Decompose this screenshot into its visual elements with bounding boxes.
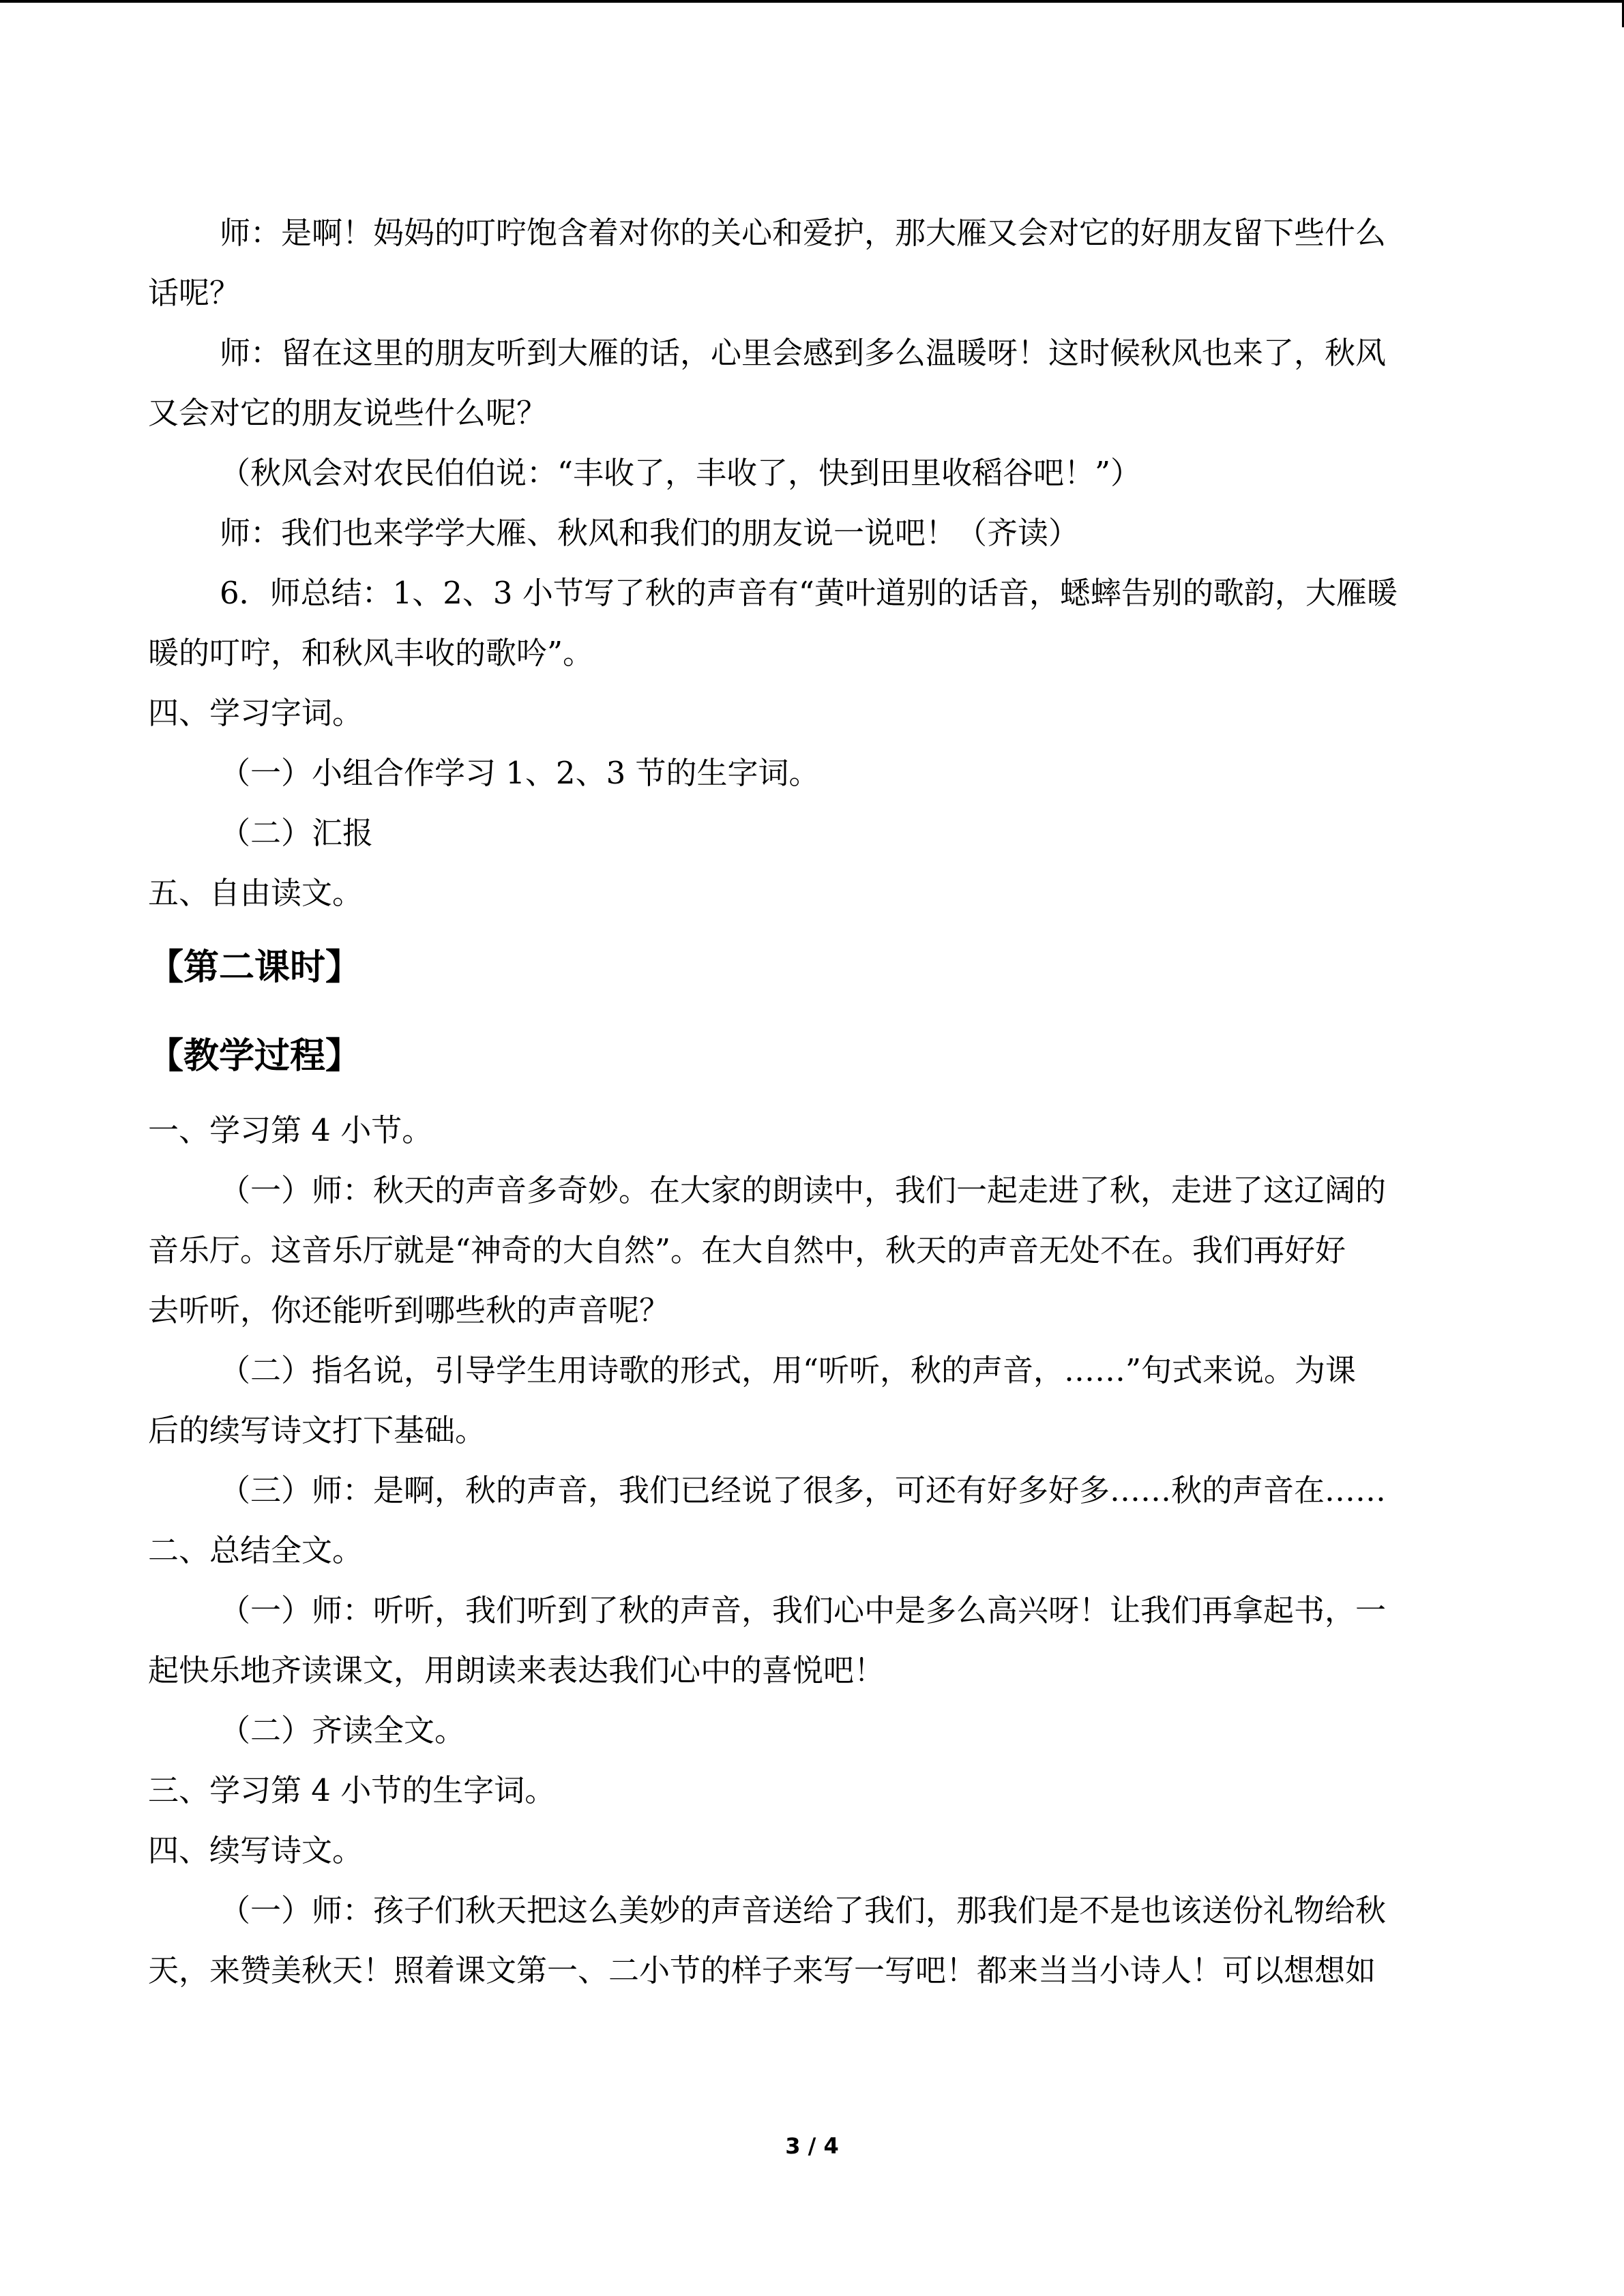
text-line: （一）师：听听，我们听到了秋的声音，我们心中是多么高兴呀！让我们再拿起书，一 — [220, 1592, 1387, 1628]
text-line: 师：我们也来学学大雁、秋风和我们的朋友说一说吧！（齐读） — [220, 515, 1080, 551]
heading-lesson-2: 【第二课时】 — [148, 947, 361, 988]
text-line: 师：留在这里的朋友听到大雁的话，心里会感到多么温暖呀！这时候秋风也来了，秋风 — [220, 335, 1387, 371]
page-top-border — [0, 0, 1623, 3]
text-line: （二）指名说，引导学生用诗歌的形式，用“听听，秋的声音，……”句式来说。为课 — [220, 1352, 1357, 1388]
lesson-section-1 — [148, 203, 1466, 923]
text-line: （二）齐读全文。 — [220, 1712, 466, 1748]
document-body — [148, 203, 1466, 2001]
text-line: （一）小组合作学习 1、2、3 节的生字词。 — [220, 755, 820, 791]
text-line: 五、自由读文。 — [148, 875, 364, 911]
text-line: 音乐厅。这音乐厅就是“神奇的大自然”。在大自然中，秋天的声音无处不在。我们再好好 — [148, 1232, 1346, 1268]
text-line: 起快乐地齐读课文，用朗读来表达我们心中的喜悦吧！ — [148, 1652, 885, 1688]
text-line: （秋风会对农民伯伯说：“丰收了，丰收了，快到田里收稻谷吧！”） — [220, 455, 1142, 491]
text-line: 6．师总结：1、2、3 小节写了秋的声音有“黄叶道别的话音，蟋蟀告别的歌韵，大雁暖 — [220, 575, 1398, 611]
text-line: （一）师：秋天的声音多奇妙。在大家的朗读中，我们一起走进了秋，走进了这辽阔的 — [220, 1172, 1387, 1208]
text-line: 一、学习第 4 小节。 — [148, 1112, 433, 1148]
page-number: 3 / 4 — [785, 2133, 839, 2159]
text-line: 二、总结全文。 — [148, 1532, 364, 1568]
text-line: 师：是啊！妈妈的叮咛饱含着对你的关心和爱护，那大雁又会对它的好朋友留下些什么 — [220, 215, 1387, 251]
text-line: 去听听，你还能听到哪些秋的声音呢？ — [148, 1292, 670, 1328]
lesson-section-2 — [148, 1101, 1466, 2001]
text-line: 后的续写诗文打下基础。 — [148, 1412, 486, 1448]
text-line: 三、学习第 4 小节的生字词。 — [148, 1772, 556, 1808]
text-line: 四、学习字词。 — [148, 695, 364, 731]
text-line: 又会对它的朋友说些什么呢？ — [148, 395, 548, 431]
text-line: 四、续写诗文。 — [148, 1832, 364, 1868]
text-line: 天，来赞美秋天！照着课文第一、二小节的样子来写一写吧！都来当当小诗人！可以想想如 — [148, 1952, 1376, 1988]
text-line: （二）汇报 — [220, 815, 374, 851]
text-line: （三）师：是啊，秋的声音，我们已经说了很多，可还有好多好多……秋的声音在…… — [220, 1472, 1387, 1508]
heading-teaching-process: 【教学过程】 — [148, 1036, 361, 1077]
text-line: 话呢？ — [148, 275, 241, 311]
text-line: （一）师：孩子们秋天把这么美妙的声音送给了我们，那我们是不是也该送份礼物给秋 — [220, 1892, 1387, 1928]
text-line: 暖的叮咛，和秋风丰收的歌吟”。 — [148, 635, 594, 671]
